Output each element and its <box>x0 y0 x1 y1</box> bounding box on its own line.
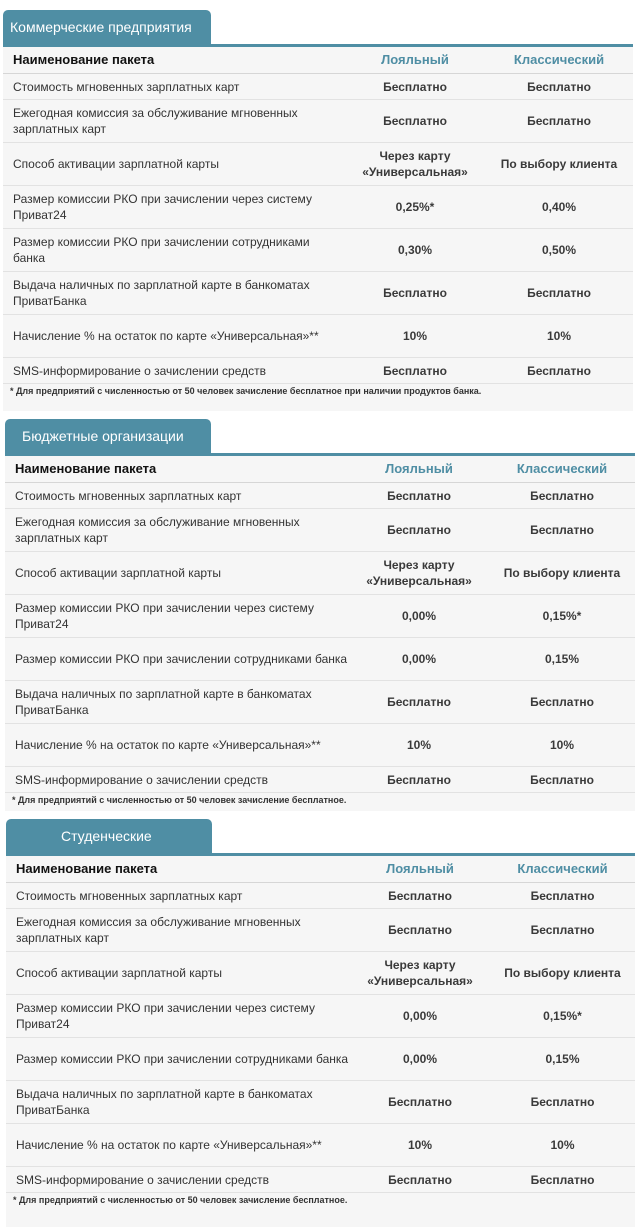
row-name: Способ активации зарплатной карты <box>5 552 349 595</box>
row-name: Размер комиссии РКО при зачислении через систему Приват24 <box>6 995 350 1038</box>
row-name: Ежегодная комиссия за обслуживание мгновенных зарплатных карт <box>3 100 345 143</box>
row-classic-value: Бесплатно <box>485 100 633 143</box>
table-row <box>5 509 635 552</box>
row-name: Размер комиссии РКО при зачислении сотрудниками банка <box>6 1038 350 1081</box>
row-loyal-value: Бесплатно <box>350 1081 490 1124</box>
row-name: Выдача наличных по зарплатной карте в банкоматах ПриватБанка <box>6 1081 350 1124</box>
header-name: Наименование пакета <box>3 47 345 74</box>
row-classic-value: По выбору клиента <box>485 143 633 186</box>
row-name: Способ активации зарплатной карты <box>6 952 350 995</box>
row-classic-value: 10% <box>485 315 633 358</box>
row-name: SMS-информирование о зачислении средств <box>3 358 345 384</box>
row-loyal-value: 10% <box>349 724 489 767</box>
row-classic-value: По выбору клиента <box>490 952 635 995</box>
table-row <box>3 315 633 358</box>
row-loyal-value: 0,00% <box>350 995 490 1038</box>
row-loyal-value: 0,00% <box>349 638 489 681</box>
row-classic-value: 10% <box>490 1124 635 1167</box>
row-classic-value: Бесплатно <box>490 1167 635 1193</box>
row-loyal-value: 10% <box>345 315 485 358</box>
row-loyal-value: Бесплатно <box>349 483 489 509</box>
row-loyal-value: 0,00% <box>350 1038 490 1081</box>
row-classic-value: Бесплатно <box>490 909 635 952</box>
row-classic-value: 0,15%* <box>489 595 635 638</box>
table-row <box>6 909 635 952</box>
row-loyal-value: Бесплатно <box>350 1167 490 1193</box>
row-name: Ежегодная комиссия за обслуживание мгновенных зарплатных карт <box>5 509 349 552</box>
row-name: Стоимость мгновенных зарплатных карт <box>3 74 345 100</box>
footnote: * Для предприятий с численностью от 50 человек зачисление бесплатное. <box>13 1195 348 1205</box>
row-name: SMS-информирование о зачислении средств <box>5 767 349 793</box>
row-classic-value: Бесплатно <box>490 883 635 909</box>
table-row <box>5 552 635 595</box>
footnote: * Для предприятий с численностью от 50 человек зачисление бесплатное. <box>12 795 347 805</box>
row-name: Размер комиссии РКО при зачислении через систему Приват24 <box>3 186 345 229</box>
table-row <box>6 883 635 909</box>
row-classic-value: 0,15% <box>489 638 635 681</box>
row-loyal-value: Бесплатно <box>350 909 490 952</box>
row-name: Начисление % на остаток по карте «Универсальная»** <box>5 724 349 767</box>
table-row <box>5 681 635 724</box>
row-loyal-value: 0,00% <box>349 595 489 638</box>
table-row <box>6 1124 635 1167</box>
row-name: Размер комиссии РКО при зачислении сотрудниками банка <box>5 638 349 681</box>
row-classic-value: Бесплатно <box>490 1081 635 1124</box>
row-classic-value: 0,15% <box>490 1038 635 1081</box>
section-student <box>0 811 639 1227</box>
table-row <box>3 74 633 100</box>
header-classic: Классический <box>489 456 635 483</box>
table-row <box>3 186 633 229</box>
tab-student[interactable]: Студенческие <box>6 819 212 853</box>
row-loyal-value: Бесплатно <box>345 272 485 315</box>
row-loyal-value: Бесплатно <box>345 74 485 100</box>
table-row <box>5 638 635 681</box>
row-name: Размер комиссии РКО при зачислении сотрудниками банка <box>3 229 345 272</box>
table-panel <box>3 44 633 411</box>
row-name: Выдача наличных по зарплатной карте в банкоматах ПриватБанка <box>5 681 349 724</box>
table-row <box>5 483 635 509</box>
row-name: SMS-информирование о зачислении средств <box>6 1167 350 1193</box>
footnote: * Для предприятий с численностью от 50 человек зачисление бесплатное при наличии продуктов банка. <box>10 386 482 396</box>
row-loyal-value: Через карту «Универсальная» <box>350 952 490 995</box>
row-classic-value: 10% <box>489 724 635 767</box>
row-name: Способ активации зарплатной карты <box>3 143 345 186</box>
table-row <box>3 229 633 272</box>
row-classic-value: Бесплатно <box>485 74 633 100</box>
tariff-table <box>5 456 635 793</box>
table-header-row <box>6 856 635 883</box>
row-loyal-value: 0,30% <box>345 229 485 272</box>
header-name: Наименование пакета <box>6 856 350 883</box>
row-loyal-value: Бесплатно <box>345 100 485 143</box>
header-loyal: Лояльный <box>350 856 490 883</box>
row-classic-value: 0,50% <box>485 229 633 272</box>
row-loyal-value: Бесплатно <box>349 509 489 552</box>
row-loyal-value: 0,25%* <box>345 186 485 229</box>
table-row <box>6 1081 635 1124</box>
row-loyal-value: Бесплатно <box>345 358 485 384</box>
table-row <box>6 995 635 1038</box>
table-header-row <box>3 47 633 74</box>
table-row <box>3 272 633 315</box>
tariff-table <box>6 856 635 1193</box>
row-classic-value: 0,40% <box>485 186 633 229</box>
row-classic-value: Бесплатно <box>489 509 635 552</box>
table-row <box>5 767 635 793</box>
header-loyal: Лояльный <box>345 47 485 74</box>
table-header-row <box>5 456 635 483</box>
table-row <box>3 143 633 186</box>
row-name: Начисление % на остаток по карте «Универсальная»** <box>6 1124 350 1167</box>
row-name: Стоимость мгновенных зарплатных карт <box>5 483 349 509</box>
row-classic-value: Бесплатно <box>489 681 635 724</box>
table-row <box>5 724 635 767</box>
table-row <box>6 1167 635 1193</box>
row-name: Стоимость мгновенных зарплатных карт <box>6 883 350 909</box>
header-name: Наименование пакета <box>5 456 349 483</box>
table-row <box>6 952 635 995</box>
tab-budget[interactable]: Бюджетные организации <box>5 419 211 453</box>
row-name: Ежегодная комиссия за обслуживание мгновенных зарплатных карт <box>6 909 350 952</box>
table-row <box>6 1038 635 1081</box>
tab-commercial[interactable]: Коммерческие предприятия <box>3 10 211 44</box>
row-classic-value: 0,15%* <box>490 995 635 1038</box>
header-classic: Классический <box>485 47 633 74</box>
table-row <box>5 595 635 638</box>
row-loyal-value: Через карту «Универсальная» <box>345 143 485 186</box>
row-classic-value: Бесплатно <box>489 767 635 793</box>
row-name: Размер комиссии РКО при зачислении через систему Приват24 <box>5 595 349 638</box>
table-row <box>3 100 633 143</box>
row-classic-value: Бесплатно <box>489 483 635 509</box>
row-loyal-value: Через карту «Универсальная» <box>349 552 489 595</box>
table-row <box>3 358 633 384</box>
header-classic: Классический <box>490 856 635 883</box>
row-classic-value: По выбору клиента <box>489 552 635 595</box>
tariff-table <box>3 47 633 384</box>
header-loyal: Лояльный <box>349 456 489 483</box>
section-commercial <box>0 0 639 411</box>
row-name: Выдача наличных по зарплатной карте в банкоматах ПриватБанка <box>3 272 345 315</box>
row-classic-value: Бесплатно <box>485 272 633 315</box>
row-loyal-value: Бесплатно <box>350 883 490 909</box>
row-loyal-value: Бесплатно <box>349 767 489 793</box>
table-panel <box>6 853 635 1227</box>
section-budget <box>0 411 639 811</box>
row-name: Начисление % на остаток по карте «Универсальная»** <box>3 315 345 358</box>
table-panel <box>5 453 635 811</box>
row-loyal-value: Бесплатно <box>349 681 489 724</box>
row-classic-value: Бесплатно <box>485 358 633 384</box>
row-loyal-value: 10% <box>350 1124 490 1167</box>
